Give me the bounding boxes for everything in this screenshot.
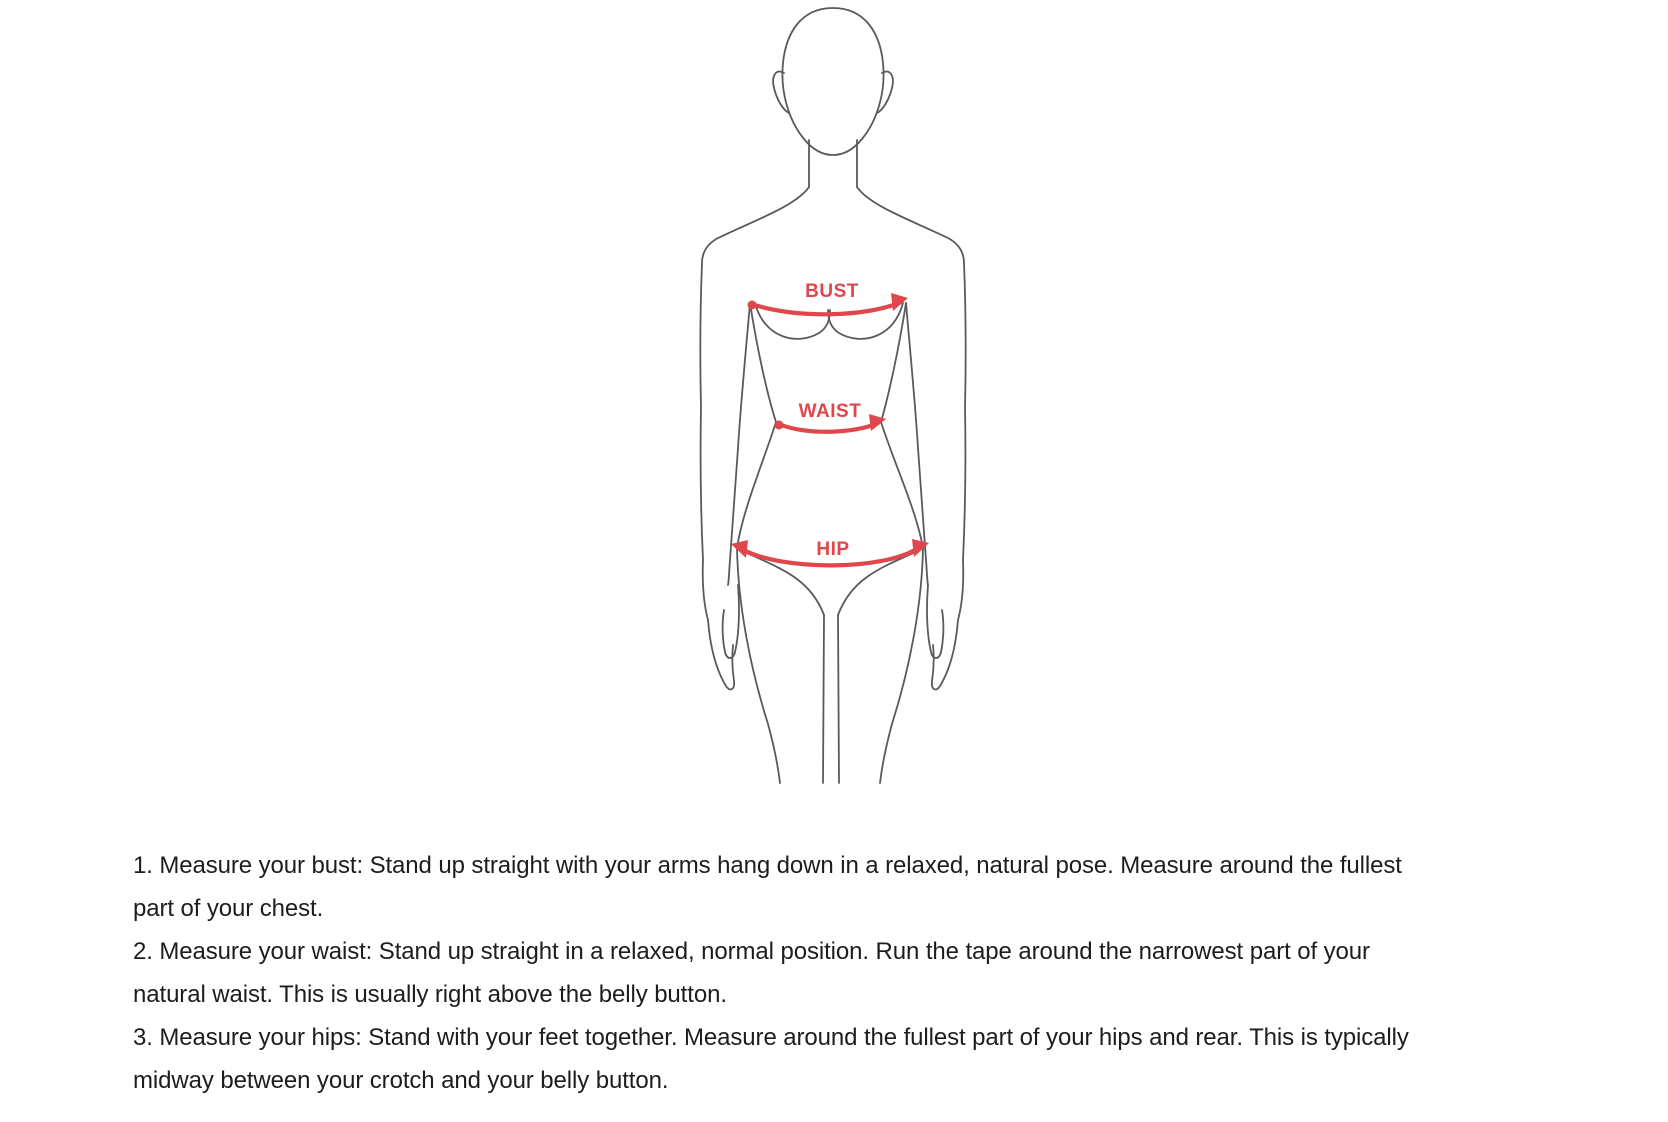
outer-thigh-right <box>880 548 923 783</box>
bust-line-start-dot <box>748 301 757 310</box>
instruction-waist-line-2: natural waist. This is usually right above the belly button. <box>133 981 727 1008</box>
inner-leg-left <box>823 615 824 783</box>
instruction-hips-line-2: midway between your crotch and your belly button. <box>133 1067 669 1094</box>
female-body-outline-icon <box>700 8 965 783</box>
measurement-instructions <box>133 844 1409 1102</box>
bust-measure-line <box>752 302 901 314</box>
hip-line-arrowhead-left <box>731 540 748 558</box>
waist-label: WAIST <box>798 401 862 422</box>
inner-leg-right <box>838 615 839 783</box>
hand-right <box>932 560 963 689</box>
instruction-waist-line-1: 2. Measure your waist: Stand up straight in a relaxed, normal position. Run the tape around the narrowest part of your <box>133 938 1370 965</box>
thumb-right <box>927 585 943 658</box>
thumb-left <box>723 585 739 658</box>
body-measurement-diagram <box>650 0 1020 790</box>
waist-measure-line <box>779 423 878 432</box>
instruction-bust-line-1: 1. Measure your bust: Stand up straight with your arms hang down in a relaxed, natural pose. Measure around the fullest <box>133 852 1402 879</box>
hip-label: HIP <box>816 539 850 560</box>
shoulder-arm-left <box>700 187 809 560</box>
outer-thigh-left <box>737 548 780 783</box>
instruction-bust-line-2: part of your chest. <box>133 895 324 922</box>
breast-right <box>828 303 903 339</box>
head-outline <box>782 8 883 155</box>
measurement-lines <box>731 293 929 565</box>
torso-left <box>737 303 776 548</box>
waist-line-start-dot <box>775 421 784 430</box>
instruction-hips-line-1: 3. Measure your hips: Stand with your feet together. Measure around the fullest part of your hips and rear. This is typically <box>133 1024 1409 1051</box>
bust-label: BUST <box>805 281 859 302</box>
